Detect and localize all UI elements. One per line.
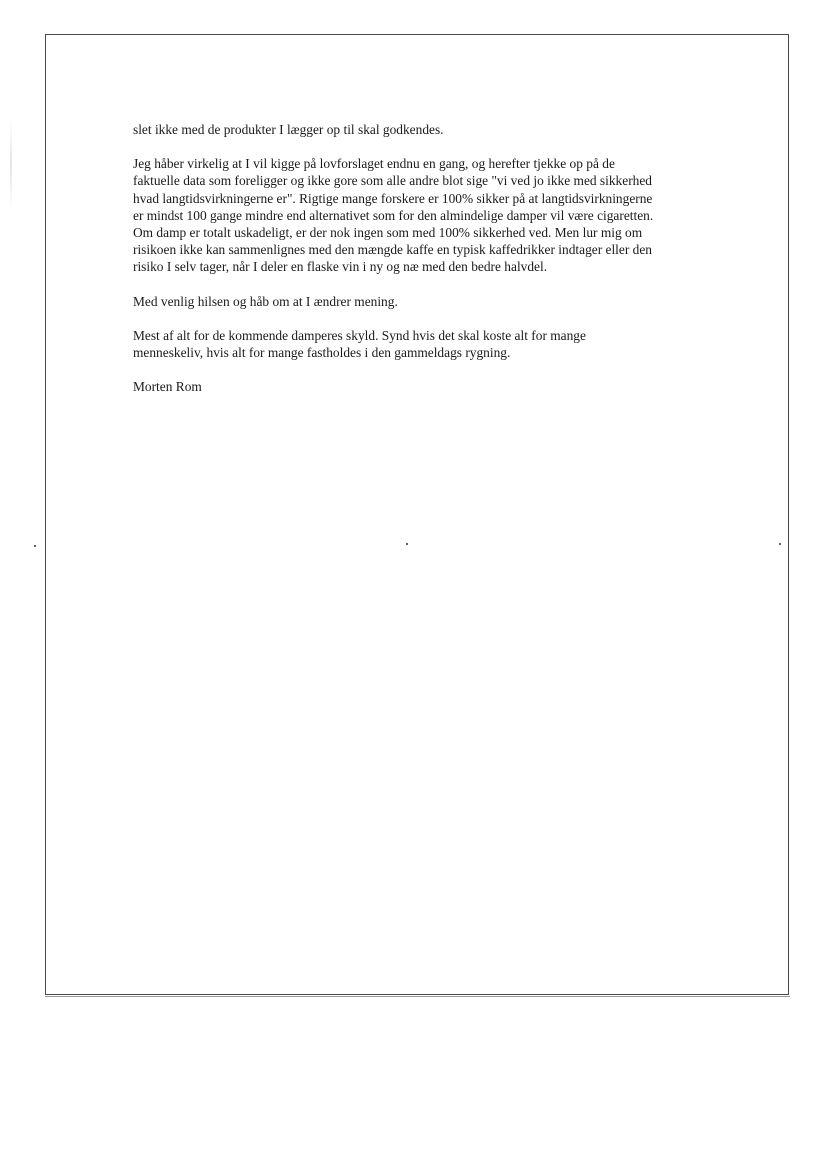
text-line: hvad langtidsvirkningerne er". Rigtige mange forskere er 100% sikker på at langtidsvirkningerne (133, 190, 653, 206)
text-line: er mindst 100 gange mindre end alternativet som for den almindelige damper vil være cigaretten. (133, 207, 654, 223)
text-line: Jeg håber virkelig at I vil kigge på lovforslaget endnu en gang, og herefter tjekke op på de (133, 156, 615, 172)
text-line: faktuelle data som foreligger og ikke gore som alle andre blot sige "vi ved jo ikke med sikkerhed (133, 173, 652, 189)
scan-speck (406, 543, 408, 545)
scan-speck (779, 543, 781, 545)
scan-edge-shadow (10, 120, 12, 210)
signature-name: Morten Rom (133, 379, 202, 395)
letter-body (133, 121, 708, 412)
paragraph-greeting (133, 293, 708, 310)
text-line: Med venlig hilsen og håb om at I ændrer mening. (133, 293, 398, 309)
text-line: Mest af alt for de kommende damperes skyld. Synd hvis det skal koste alt for mange (133, 327, 586, 343)
paragraph-main (133, 155, 708, 275)
text-line: Om damp er totalt uskadeligt, er der nok ingen som med 100% sikkerhed ved. Men lur mig om (133, 225, 643, 241)
signature (133, 378, 708, 395)
scan-speck (34, 545, 36, 547)
text-line: risiko I selv tager, når I deler en flaske vin i ny og næ med den bedre halvdel. (133, 259, 548, 275)
text-line: menneskeliv, hvis alt for mange fastholdes i den gammeldags rygning. (133, 345, 511, 361)
paragraph-closing (133, 327, 708, 361)
text-line: risikoen ikke kan sammenlignes med den mængde kaffe en typisk kaffedrikker indtager eller den (133, 242, 652, 258)
text-line: slet ikke med de produkter I lægger op til skal godkendes. (133, 122, 444, 137)
paragraph-opening (133, 121, 708, 138)
